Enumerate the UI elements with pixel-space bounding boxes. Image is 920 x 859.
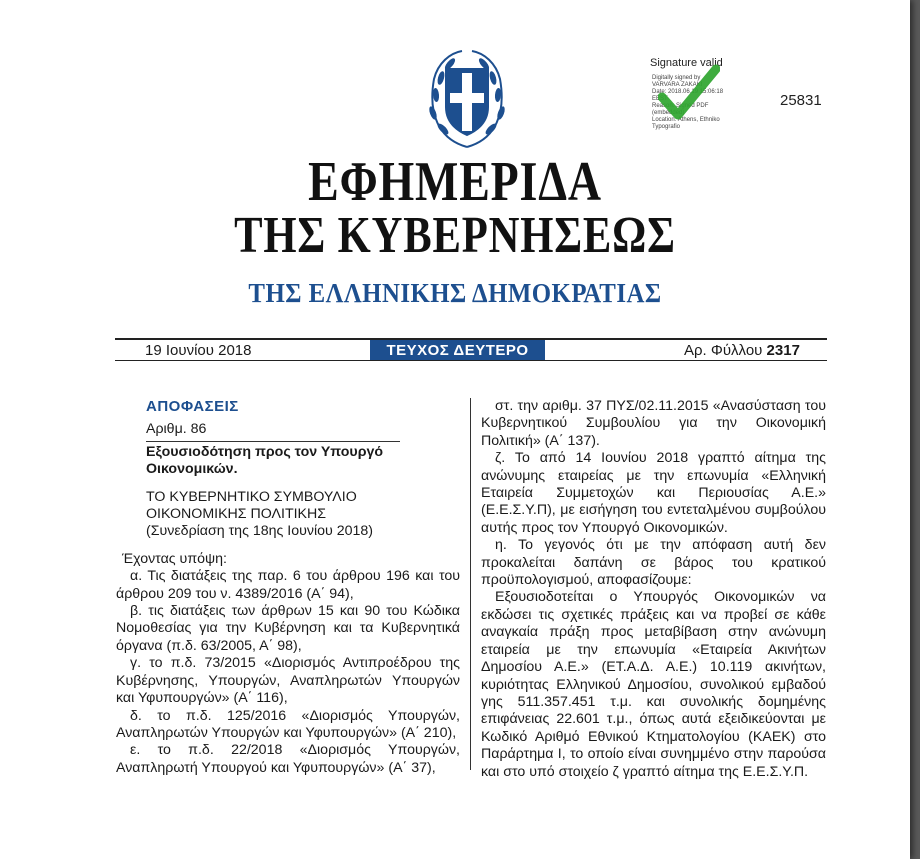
issue-date: 19 Ιουνίου 2018 [145,342,252,359]
masthead-subtitle: ΤΗΣ ΕΛΛΗΝΙΚΗΣ ΔΗΜΟΚΡΑΤΙΑΣ [248,278,662,308]
signature-status: Signature valid [650,57,723,69]
section-heading: ΑΠΟΦΑΣΕΙΣ [146,398,239,415]
coat-of-arms-icon [424,43,510,153]
header-rule-bottom [115,360,827,361]
digital-signature-stamp[interactable] [650,57,780,129]
consideration-item: στ. την αριθμ. 37 ΠΥΣ/02.11.2015 «Ανασύσταση του Κυβερνητικού Συμβουλίου για την Οικονομική Πολιτική» (Α΄ 137). [481,398,826,449]
series-label: ΤΕΥΧΟΣ ΔΕΥΤΕΡΟ [370,340,545,360]
decision-number: Αριθμ. 86 [146,421,207,438]
column-divider [470,398,471,770]
consideration-item: α. Τις διατάξεις της παρ. 6 του άρθρου 196 και του άρθρου 209 του ν. 4389/2016 (Α΄ 94), [116,568,460,602]
gazette-page-number: 25831 [780,92,822,109]
consideration-item: η. Το γεγονός ότι με την απόφαση αυτή δεν προκαλείται δαπάνη σε βάρος του κρατικού προϋπολογισμού, αποφασίζουμε: [481,537,826,589]
consideration-item: ζ. Το από 14 Ιουνίου 2018 γραπτό αίτημα της ανώνυμης εταιρείας με την επωνυμία «Ελληνική Εταιρεία Συμμετοχών και Περιουσίας Α.Ε.» (Ε.Ε.Σ.Υ.Π), με εισήγηση του εντεταλμένου συμβούλου αυτής προς τον Υπουργό Οικονομικών. [481,450,826,536]
decision-text: Εξουσιοδοτείται ο Υπουργός Οικονομικών να εκδώσει τις σχετικές πράξεις και να προβεί σε κάθε αναγκαία πράξη προς μεταβίβαση στην ανώνυμη εταιρεία με την επωνυμία «Εταιρεία Ακινήτων Δημοσίου Α.Ε.» (ΕΤ.Α.Δ. Α.Ε.) 10.119 ακινήτων, κυριότητας Ελληνικού Δημοσίου, συνολικού εμβαδού γης 511.357.451 τ.μ. και συνολικής δομημένης επιφάνειας 22.601 τ.μ., όπως αυτά εξειδικεύονται με Κωδικό Αριθμό Εθνικού Κτηματολογίου (ΚΑΕΚ) στο Παράρτημα Ι, το οποίο είναι συνημμένο στην παρούσα και στο υπό στοιχείο ζ γραπτό αίτημα της Ε.Ε.Σ.Υ.Π. [481,589,826,780]
right-column [481,398,826,781]
consideration-item: δ. το π.δ. 125/2016 «Διορισμός Υπουργών, Αναπληρωτών Υπουργών και Υφυπουργών» (Α΄ 210), [116,707,460,741]
decision-number-rule [146,441,400,442]
masthead-title: ΕΦΗΜΕΡΙΔΑ [308,151,602,213]
consideration-item: γ. το π.δ. 73/2015 «Διορισμός Αντιπροέδρου της Κυβέρνησης, Υπουργών, Αναπληρωτών Υπουργών και Υφυπουργών» (Α΄ 116), [116,655,460,707]
consideration-item: ε. το π.δ. 22/2018 «Διορισμός Υπουργών, Αναπληρωτή Υπουργού και Υφυπουργών» (Α΄ 37), [116,742,460,776]
decision-subject: Εξουσιοδότηση προς τον Υπουργό Οικονομικών. [146,443,384,478]
sheet-number: Αρ. Φύλλου 2317 [684,342,800,359]
signature-details: Digitally signed by VARVARA ZAKAKI Date: 2018.06.19 15:06:18 EEST Reason: Signed PDF (embedded) Location: Athens, Ethniko Typografio [652,75,724,130]
checkmark-icon [658,63,720,125]
issuing-authority: ΤΟ ΚΥΒΕΡΝΗΤΙΚΟ ΣΥΜΒΟΥΛΙΟ ΟΙΚΟΝΟΜΙΚΗΣ ΠΟΛΙΤΙΚΗΣ (Συνεδρίαση της 18ης Ιουνίου 2018) [146,488,374,540]
left-column [116,398,460,777]
masthead-title-line2: ΤΗΣ ΚΥΒΕΡΝΗΣΕΩΣ [234,207,676,264]
consideration-item: β. τις διατάξεις των άρθρων 15 και 90 του Κώδικα Νομοθεσίας για την Κυβέρνηση και τα Κυβερνητικά όργανα (π.δ. 63/2005, Α΄ 98), [116,603,460,654]
considering-intro: Έχοντας υπόψη: [122,550,227,567]
